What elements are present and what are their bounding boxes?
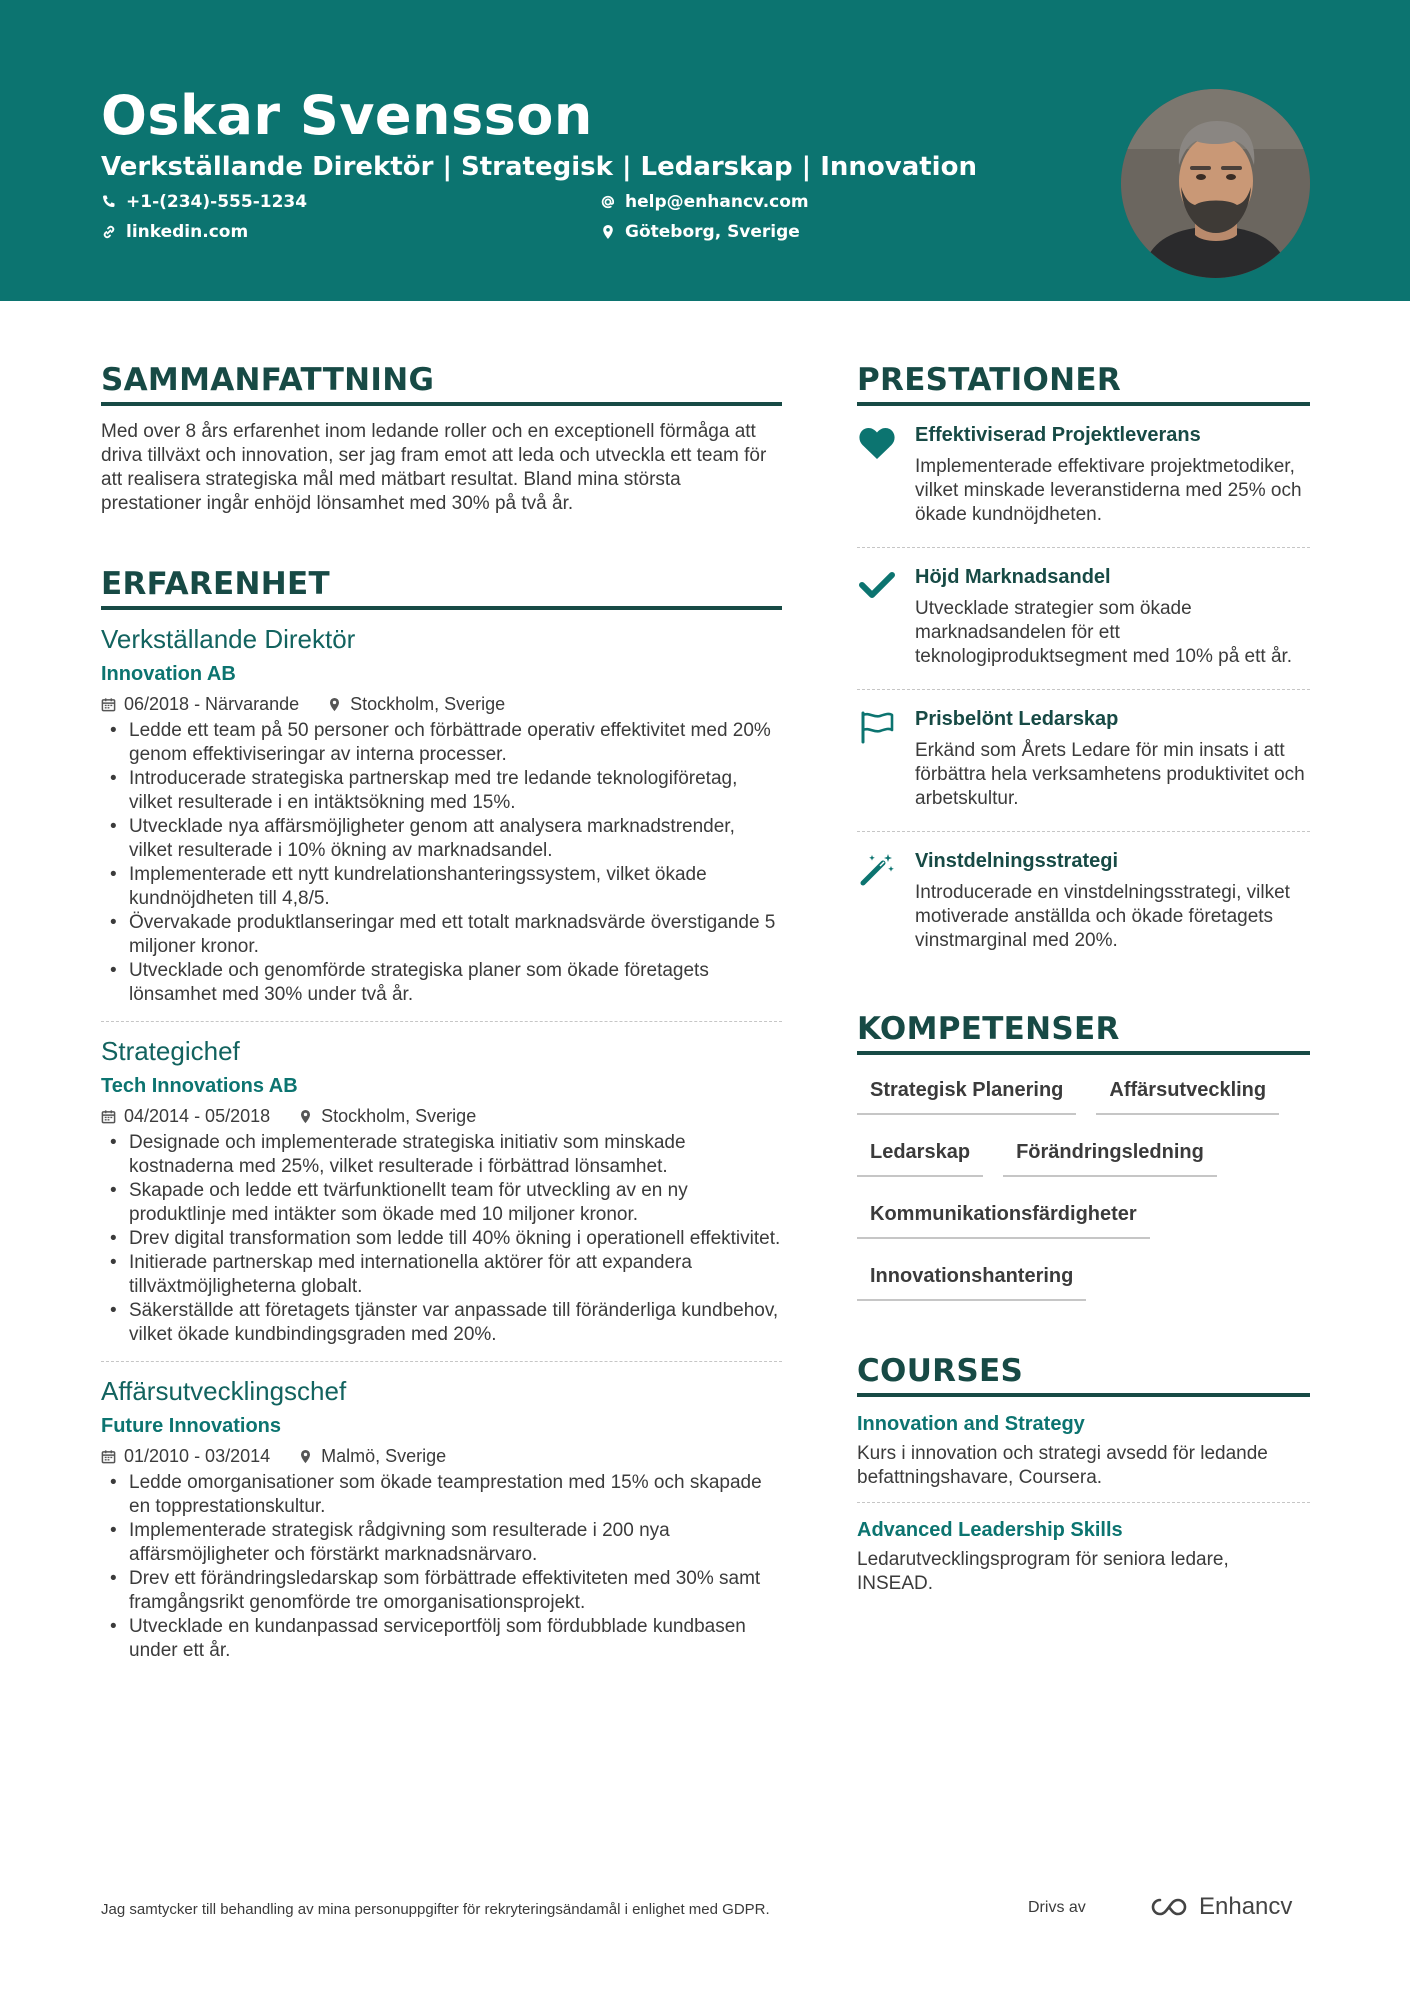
job-dates: 06/2018 - Närvarande [124, 694, 300, 714]
skill-tag: Strategisk Planering [857, 1075, 1076, 1115]
contact-location [600, 222, 800, 242]
avatar [1121, 89, 1310, 278]
job-entry [101, 1376, 782, 1663]
job-bullet: • Säkerställde att företagets tjänster var anpassade till föränderliga kundbehov, vilket ökade kundbindingsgraden med 20%. [101, 1299, 782, 1347]
magic-wand-icon [858, 852, 896, 886]
job-bullet: • Drev ett förändringsledarskap som förbättrade effektiviteten med 30% samt framgångsrikt genomförde tre omorganisationsprojekt. [101, 1567, 782, 1615]
skill-tag: Affärsutveckling [1096, 1075, 1279, 1115]
job-bullet: • Skapade och ledde ett tvärfunktionellt team för utveckling av en ny produktlinje med intäkter som ökade med 10 miljoner kronor. [101, 1179, 782, 1227]
job-bullet: • Designade och implementerade strategiska initiativ som minskade kostnaderna med 25%, vilket resulterade i förbättrad lönsamhet. [101, 1131, 782, 1179]
course-text: Kurs i innovation och strategi avsedd för ledande befattningshavare, Coursera. [857, 1443, 1268, 1488]
achievement-text: Introducerade en vinstdelningsstrategi, vilket motiverade anställda och ökade företagets vinstmarginal med 20%. [915, 882, 1290, 951]
summary-heading: SAMMANFATTNING [101, 362, 782, 406]
enhancv-logo-icon [1147, 1896, 1191, 1918]
left-column [101, 362, 782, 1663]
divider [857, 1502, 1310, 1503]
achievement-title: Effektiviserad Projektleverans [915, 424, 1201, 446]
skill-tag: Kommunikationsfärdigheter [857, 1199, 1150, 1239]
right-column [857, 362, 1310, 1596]
phone-text: +1-(234)-555-1234 [126, 192, 308, 212]
skill-tag: Ledarskap [857, 1137, 983, 1177]
link-icon [101, 224, 117, 240]
job-role: Affärsutvecklingschef [101, 1376, 347, 1406]
achievement-title: Vinstdelningsstrategi [915, 850, 1119, 872]
contact-email[interactable] [600, 192, 809, 212]
achievement-text: Implementerade effektivare projektmetodiker, vilket minskade leveranstiderna med 25% och ökade kundnöjdheten. [915, 456, 1302, 525]
job-location: Stockholm, Sverige [321, 1106, 477, 1126]
location-pin-icon [298, 1449, 313, 1464]
job-company: Tech Innovations AB [101, 1075, 298, 1097]
job-company: Innovation AB [101, 663, 236, 685]
location-pin-icon [298, 1109, 313, 1124]
job-bullet: • Utvecklade en kundanpassad serviceportfölj som fördubblade kundbasen under ett år. [101, 1615, 782, 1663]
achievement-item [857, 548, 1310, 669]
powered-by-label: Drivs av [1028, 1899, 1086, 1916]
achievement-title: Höjd Marknadsandel [915, 566, 1111, 588]
linkedin-text: linkedin.com [126, 222, 249, 242]
brand-logo[interactable] [1147, 1893, 1292, 1921]
email-text: help@enhancv.com [625, 192, 809, 212]
job-bullet: • Utvecklade nya affärsmöjligheter genom att analysera marknadstrender, vilket resulterade i 10% ökning av marknadsandel. [101, 815, 782, 863]
resume-header [0, 0, 1410, 301]
job-location: Malmö, Sverige [321, 1446, 447, 1466]
calendar-icon [101, 1449, 116, 1464]
job-entry [101, 624, 782, 1007]
job-role: Verkställande Direktör [101, 624, 356, 654]
job-bullet: • Övervakade produktlanseringar med ett totalt marknadsvärde överstigande 5 miljoner kronor. [101, 911, 782, 959]
candidate-tagline: Verkställande Direktör | Strategisk | Ledarskap | Innovation [101, 152, 977, 182]
check-icon [858, 568, 896, 602]
job-location: Stockholm, Sverige [350, 694, 506, 714]
contact-linkedin[interactable] [101, 222, 248, 242]
job-bullet: • Implementerade ett nytt kundrelationshanteringssystem, vilket ökade kundnöjdheten till 4,8/5. [101, 863, 782, 911]
job-meta [101, 1106, 782, 1127]
profile-photo [1121, 89, 1310, 278]
achievement-item [857, 406, 1310, 527]
summary-text: Med over 8 års erfarenhet inom ledande roller och en exceptionell förmåga att driva tillväxt och innovation, ser jag fram emot att leda och utveckla ett team för att realisera strategiska mål med mätbart resultat. Bland mina största prestationer ingår enhöjd lönsamhet med 30% på två år. [101, 421, 767, 514]
job-bullet: • Initierade partnerskap med internationella aktörer för att expandera tillväxtmöjligheterna globalt. [101, 1251, 782, 1299]
achievement-item [857, 832, 1310, 953]
heart-icon [858, 426, 896, 460]
job-bullets [101, 719, 782, 1007]
course-item [857, 1519, 1310, 1596]
location-pin-icon [600, 224, 616, 240]
skill-tag: Förändringsledning [1003, 1137, 1217, 1177]
job-bullet: • Drev digital transformation som ledde till 40% ökning i operationell effektivitet. [101, 1227, 782, 1251]
skill-tag: Innovationshantering [857, 1261, 1086, 1301]
job-bullet: • Introducerade strategiska partnerskap med tre ledande teknologiföretag, vilket resulterade i en intäktsökning med 15%. [101, 767, 782, 815]
divider [101, 1021, 782, 1022]
job-bullets [101, 1131, 782, 1347]
job-meta [101, 694, 782, 715]
at-icon [600, 194, 616, 210]
job-dates: 04/2014 - 05/2018 [124, 1106, 271, 1126]
location-pin-icon [327, 697, 342, 712]
calendar-icon [101, 1109, 116, 1124]
contact-phone[interactable] [101, 192, 307, 212]
job-bullet: • Ledde omorganisationer som ökade teamprestation med 15% och skapade en topprestationskultur. [101, 1471, 782, 1519]
course-title: Innovation and Strategy [857, 1413, 1085, 1435]
course-text: Ledarutvecklingsprogram för seniora ledare, INSEAD. [857, 1549, 1229, 1594]
phone-icon [101, 194, 117, 210]
job-role: Strategichef [101, 1036, 240, 1066]
courses-heading: COURSES [857, 1353, 1310, 1397]
job-entry [101, 1036, 782, 1347]
achievement-item [857, 690, 1310, 811]
skills-list [857, 1075, 1310, 1301]
achievement-text: Utvecklade strategier som ökade marknadsandelen för ett teknologiproduktsegment med 10% på ett år. [915, 598, 1293, 667]
job-bullet: • Utvecklade och genomförde strategiska planer som ökade företagets lönsamhet med 30% under två år. [101, 959, 782, 1007]
flag-icon [858, 710, 896, 744]
job-bullet: • Implementerade strategisk rådgivning som resulterade i 200 nya affärsmöjligheter och förstärkt marknadsnärvaro. [101, 1519, 782, 1567]
achievement-text: Erkänd som Årets Ledare för min insats i att förbättra hela verksamhetens produktivitet och arbetskultur. [915, 740, 1305, 809]
brand-name: Enhancv [1199, 1893, 1293, 1920]
location-text: Göteborg, Sverige [625, 222, 800, 242]
candidate-name: Oskar Svensson [101, 84, 593, 147]
experience-heading: ERFARENHET [101, 566, 782, 610]
job-dates: 01/2010 - 03/2014 [124, 1446, 271, 1466]
achievement-title: Prisbelönt Ledarskap [915, 708, 1119, 730]
course-title: Advanced Leadership Skills [857, 1519, 1123, 1541]
job-meta [101, 1446, 782, 1467]
job-bullets [101, 1471, 782, 1663]
job-company: Future Innovations [101, 1415, 281, 1437]
achievements-heading: PRESTATIONER [857, 362, 1310, 406]
gdpr-consent: Jag samtycker till behandling av mina personuppgifter för rekryteringsändamål i enlighet med GDPR. [101, 1901, 770, 1918]
divider [101, 1361, 782, 1362]
job-bullet: • Ledde ett team på 50 personer och förbättrade operativ effektivitet med 20% genom effektiviseringar av interna processer. [101, 719, 782, 767]
calendar-icon [101, 697, 116, 712]
course-item [857, 1413, 1310, 1490]
skills-heading: KOMPETENSER [857, 1011, 1310, 1055]
